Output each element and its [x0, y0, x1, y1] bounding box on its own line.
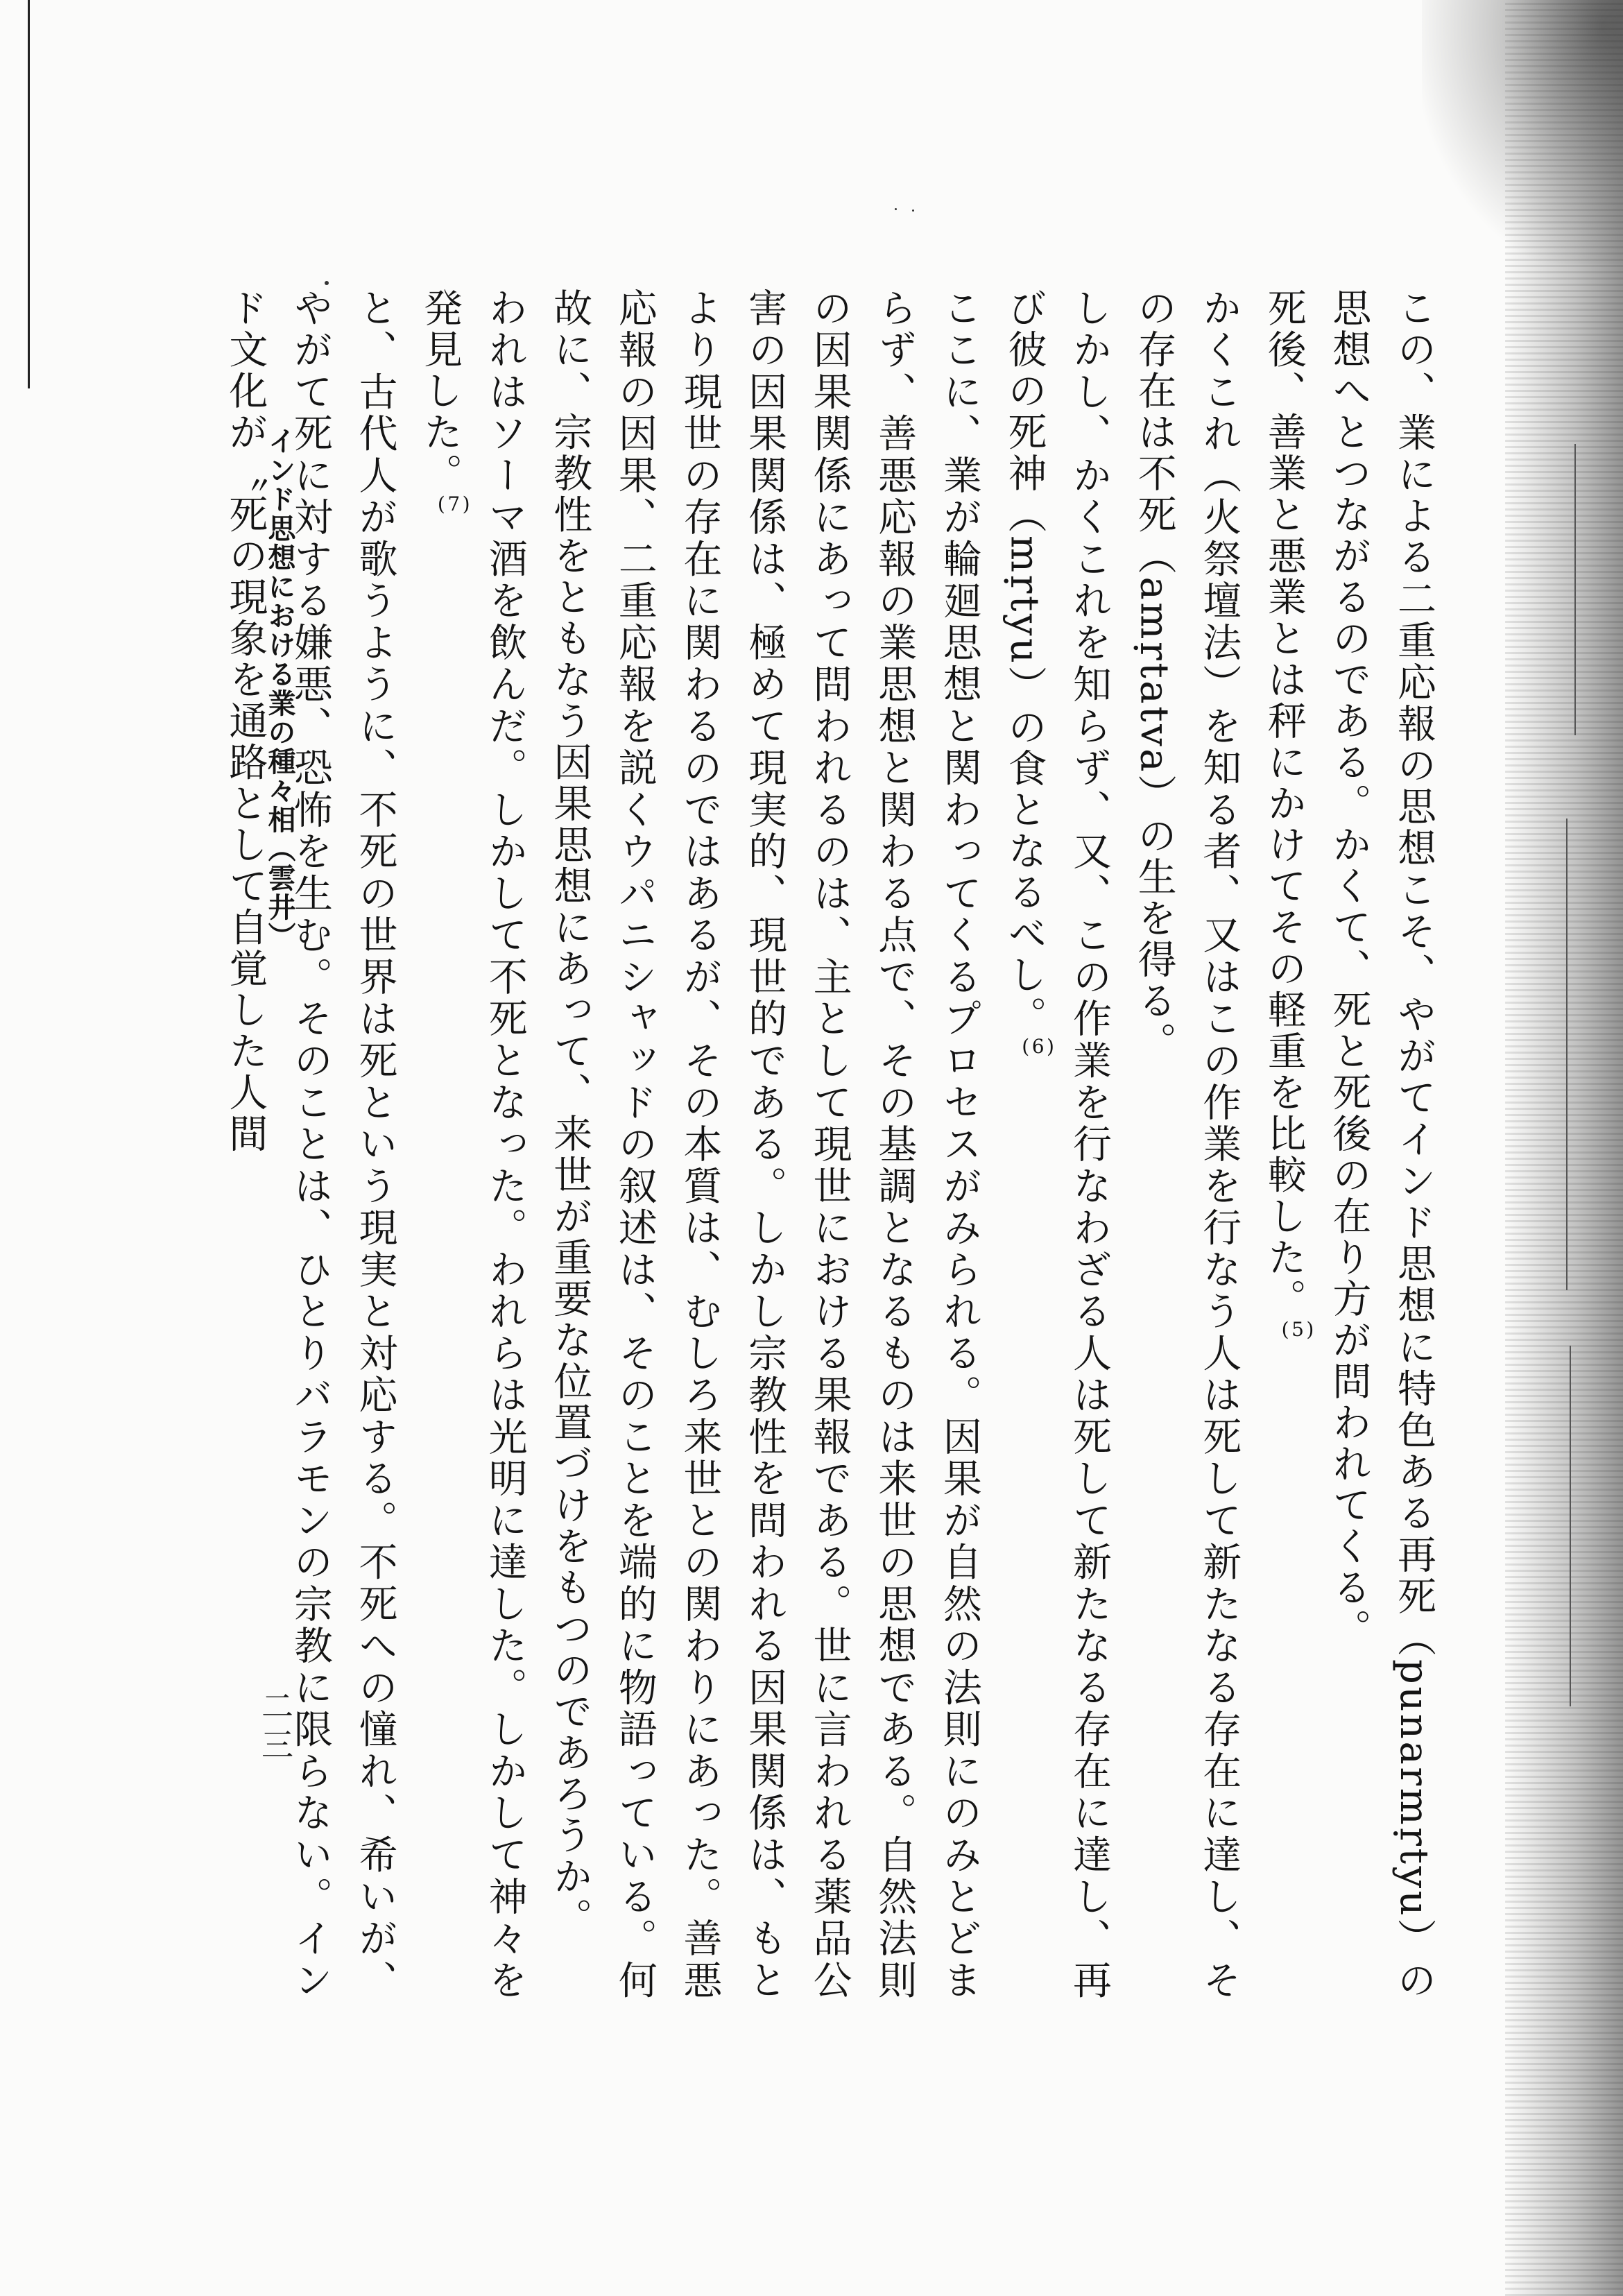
scan-corner-shadow: [1422, 0, 1623, 264]
quotation-text: かくこれ（火祭壇法）を知る者、又はこの作業を行なう人は死して新たなる存在に達し、その存在は不死（amṛtatva）の生を得る。: [1131, 288, 1242, 2001]
paragraph: [1316, 288, 1446, 2001]
quotation-7: [408, 288, 538, 2001]
footnote-marker: (7): [437, 492, 473, 515]
paragraph-text: ここに、業が輪廻思想と関わってくるプロセスがみられる。因果が自然の法則にのみとどまらず、善悪応報の業思想と関わる点で、その基調となるものは来世の思想である。自然法則の因果関係にあって問われるのは、主として現世における果報である。世に言われる薬品公害の因果関係は、極めて現実的、現世的である。しかし宗教性を問われる因果関係は、もとより現世の存在に関わるのではあるが、その本質は、むしろ来世との関わりにあった。善悪応報の因果、二重応報を説くウパニシャッドの叙述は、そのことを端的に物語っている。何故に、宗教性をともなう因果思想にあって、来世が重要な位置づけをもつのであろうか。: [547, 288, 982, 2002]
page-number: 二三: [257, 1689, 294, 1767]
scan-edge-line: [1566, 819, 1568, 1290]
quotation-text: しかし、かくこれを知らず、又、この作業を行なわざる人は死して新たなる存在に達し、再び彼の死神（mṛtyu）の食となるべし。: [1002, 288, 1113, 2001]
scan-edge-shadow: [1505, 0, 1623, 2296]
paragraph: [538, 288, 992, 2001]
paragraph-text: この、業による二重応報の思想こそ、やがてインド思想に特色ある再死（punarmṛtyu）の思想へとつながるのである。かくて、死と死後の在り方が問われてくる。: [1326, 288, 1436, 2001]
running-head: インド思想における業の種々相（雲井）: [264, 427, 295, 951]
scan-edge-line: [1570, 1346, 1571, 1706]
paragraph-text: と、古代人が歌うように、不死の世界は死という現実と対応する。不死への憧れ、希いが、やがて死に対する嫌悪、恐怖を生む。そのことは、ひとりバラモンの宗教に限らない。インド文化が〝死の現象を通路として自覚した人間: [223, 288, 398, 2001]
quotation-5: [1251, 288, 1316, 2001]
footnote-marker: (6): [1022, 1035, 1057, 1059]
quotation-6a: [1122, 288, 1251, 2001]
ink-speck: [912, 209, 914, 212]
footnote-marker: (5): [1281, 1317, 1316, 1341]
quotation-text: われはソーマ酒を飲んだ。しかして不死となった。われらは光明に達した。しかして神々を発見した。: [418, 288, 528, 2001]
quotation-6b: [992, 288, 1122, 2001]
ink-speck: [325, 281, 329, 285]
scan-edge-line: [1574, 444, 1576, 735]
paragraph: [213, 288, 408, 2001]
ink-speck: [895, 208, 897, 210]
quotation-text: 死後、善業と悪業とは秤にかけてその軽重を比較した。: [1261, 288, 1307, 1320]
margin-rule: [28, 0, 30, 388]
